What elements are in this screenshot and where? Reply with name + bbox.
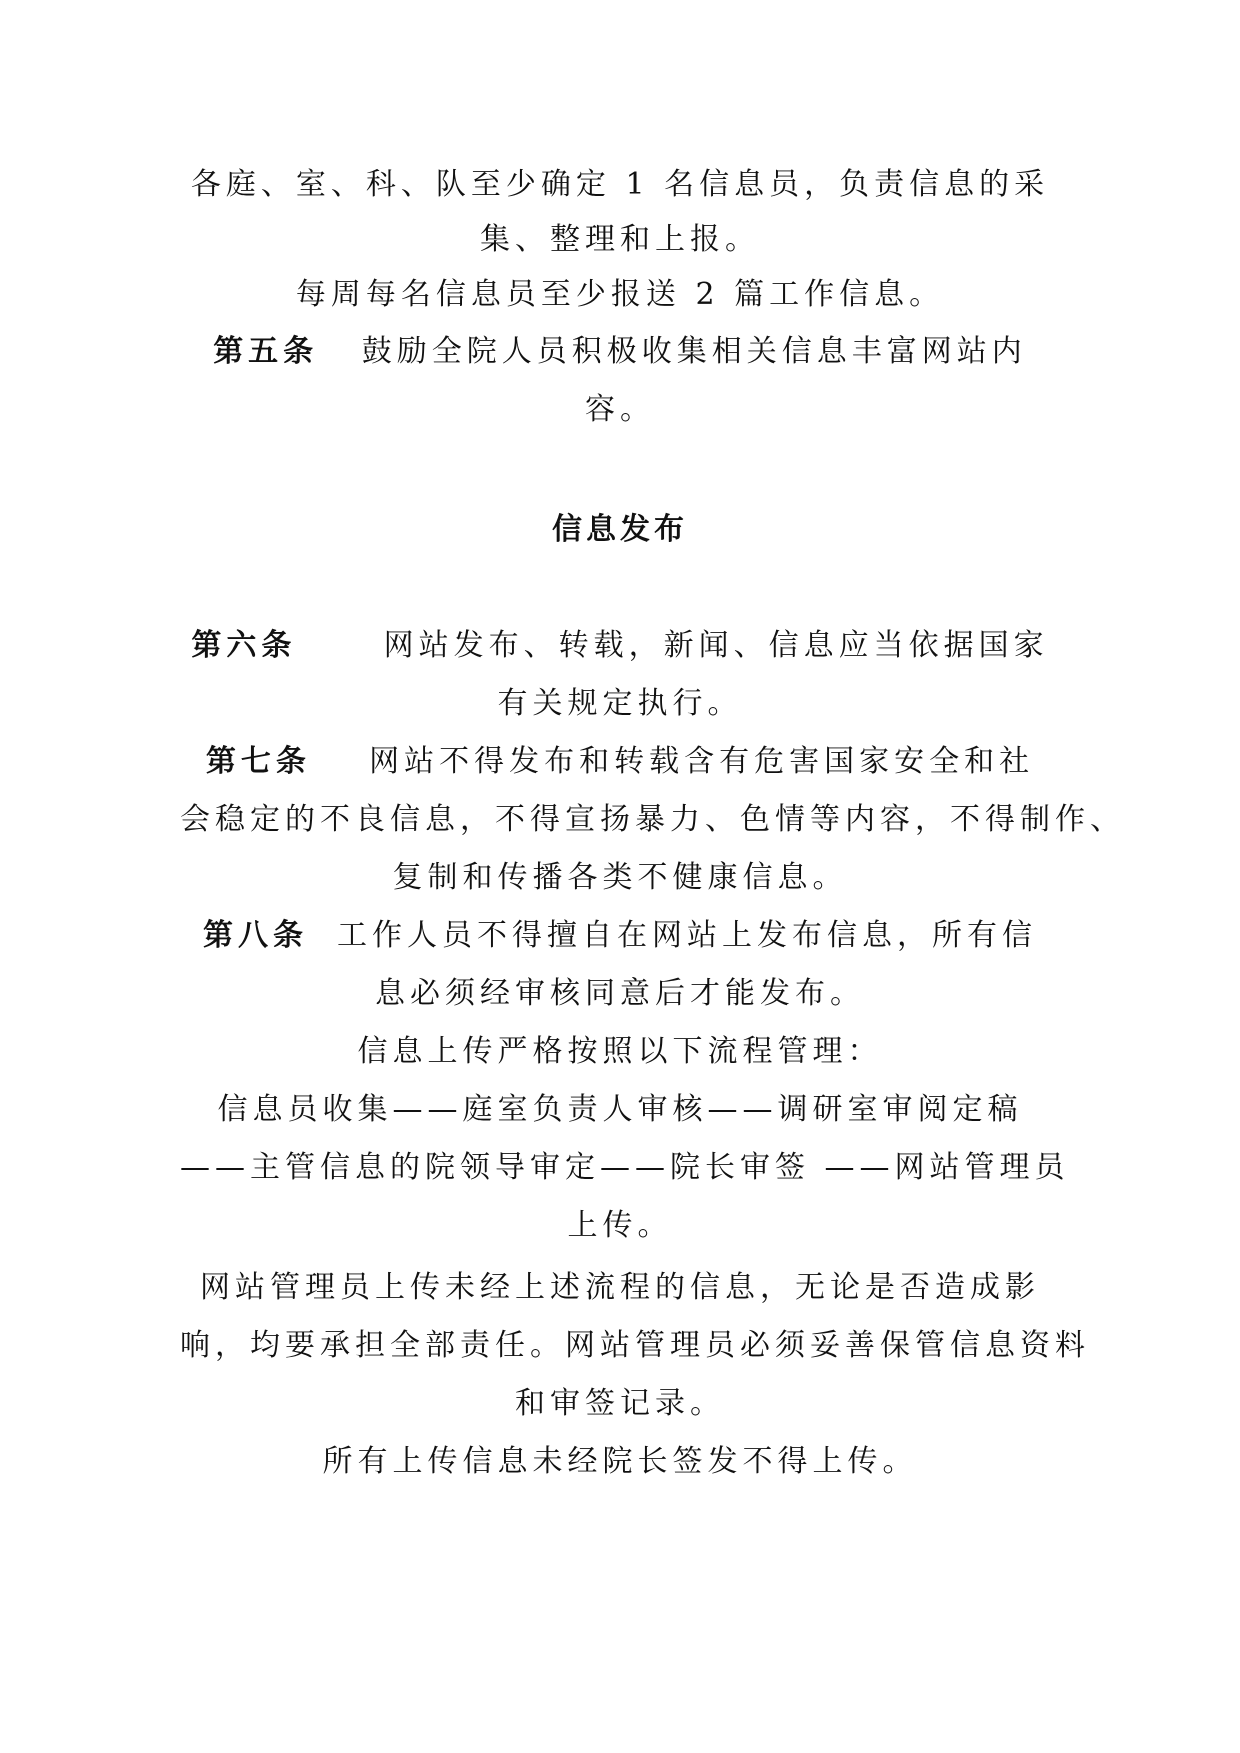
article-text: 网站不得发布和转载含有危害国家安全和社	[369, 744, 1035, 779]
article-text: 鼓励全院人员积极收集相关信息丰富网站内	[361, 334, 1027, 369]
text-line: 所有上传信息未经院长签发不得上传。	[322, 1444, 918, 1479]
text-line: 集、整理和上报。	[480, 222, 760, 257]
text-line: 信息员收集——庭室负责人审核——调研室审阅定稿	[217, 1092, 1023, 1127]
article-label: 第八条	[202, 918, 308, 953]
section-title: 信息发布	[552, 512, 688, 547]
text-line: 网站管理员上传未经上述流程的信息，无论是否造成影	[200, 1270, 1040, 1305]
text-line: 信息上传严格按照以下流程管理：	[357, 1034, 883, 1069]
article-label: 第六条	[191, 628, 297, 663]
text-line: 容。	[585, 392, 655, 427]
text-line: 每周每名信息员至少报送 2 篇工作信息。	[295, 277, 945, 312]
article-5-line	[180, 332, 1060, 372]
text-line: 有关规定执行。	[497, 686, 743, 721]
text-line: ——主管信息的院领导审定——院长审签 ——网站管理员	[180, 1150, 1070, 1185]
article-label: 第五条	[213, 334, 319, 369]
text-line: 息必须经审核同意后才能发布。	[375, 976, 865, 1011]
text-line: 响，均要承担全部责任。网站管理员必须妥善保管信息资料	[180, 1328, 1090, 1363]
article-8-line	[180, 916, 1060, 956]
article-text: 网站发布、转载，新闻、信息应当依据国家	[383, 628, 1049, 663]
article-label: 第七条	[205, 744, 311, 779]
text-line: 上传。	[567, 1208, 673, 1243]
article-6-line	[180, 626, 1060, 666]
article-7-line	[180, 742, 1060, 782]
text-line: 和审签记录。	[515, 1386, 725, 1421]
article-text: 工作人员不得擅自在网站上发布信息，所有信	[337, 918, 1038, 953]
text-line: 各庭、室、科、队至少确定 1 名信息员，负责信息的采	[190, 167, 1050, 202]
text-line: 复制和传播各类不健康信息。	[392, 860, 848, 895]
text-line: 会稳定的不良信息，不得宣扬暴力、色情等内容，不得制作、	[180, 802, 1125, 837]
